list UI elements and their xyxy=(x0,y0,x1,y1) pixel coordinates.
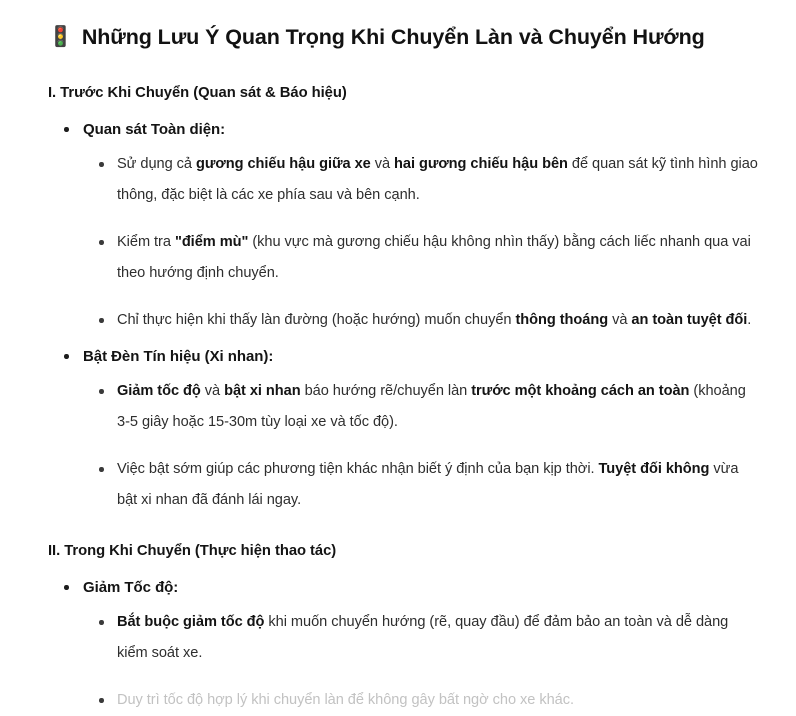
list-item-level2 xyxy=(83,685,762,716)
list-item-label: Giảm Tốc độ: xyxy=(83,579,179,596)
list-item-level2 xyxy=(83,149,762,211)
outline-list-level1 xyxy=(48,576,762,716)
bullet-icon xyxy=(99,240,104,245)
list-item-text: Giảm tốc độ và bật xi nhan báo hướng rẽ/chuyển làn trước một khoảng cách an toàn (khoảng 3-5 giây hoặc 15-30m tùy loại xe và tốc độ). xyxy=(117,383,746,430)
list-item-level1 xyxy=(48,576,762,716)
list-item-text: Kiểm tra "điểm mù" (khu vực mà gương chiếu hậu không nhìn thấy) bằng cách liếc nhanh qua vai theo hướng định chuyển. xyxy=(117,234,751,281)
section-heading: II. Trong Khi Chuyển (Thực hiện thao tác) xyxy=(48,543,337,559)
page-title xyxy=(48,22,762,52)
list-item-level2 xyxy=(83,607,762,669)
bullet-icon xyxy=(64,127,69,132)
list-item-text: Việc bật sớm giúp các phương tiện khác nhận biết ý định của bạn kịp thời. Tuyệt đối không vừa bật xi nhan đã đánh lái ngay. xyxy=(117,461,739,508)
bullet-icon xyxy=(99,318,104,323)
list-item-text: Duy trì tốc độ hợp lý khi chuyển làn để không gây bất ngờ cho xe khác. xyxy=(117,692,574,708)
outline-list-level1 xyxy=(48,118,762,516)
bullet-icon xyxy=(64,585,69,590)
traffic-light-icon: 🚦 xyxy=(48,26,73,48)
bullet-icon xyxy=(99,620,104,625)
bullet-icon xyxy=(99,389,104,394)
list-item-level2 xyxy=(83,454,762,516)
list-item-text: Bắt buộc giảm tốc độ khi muốn chuyển hướng (rẽ, quay đầu) để đảm bảo an toàn và dễ dàng kiểm soát xe. xyxy=(117,614,729,661)
list-item-text: Sử dụng cả gương chiếu hậu giữa xe và hai gương chiếu hậu bên để quan sát kỹ tình hình giao thông, đặc biệt là các xe phía sau và bên cạnh. xyxy=(117,156,758,203)
bullet-icon xyxy=(99,698,104,703)
list-item-level2 xyxy=(83,305,762,336)
document-body xyxy=(48,82,762,716)
list-item-text: Chỉ thực hiện khi thấy làn đường (hoặc hướng) muốn chuyển thông thoáng và an toàn tuyệt đối. xyxy=(117,312,752,328)
bullet-icon xyxy=(99,162,104,167)
list-item-level2 xyxy=(83,227,762,289)
outline-list-level2 xyxy=(83,376,762,516)
bullet-icon xyxy=(99,467,104,472)
list-item-label: Bật Đèn Tín hiệu (Xi nhan): xyxy=(83,348,274,365)
outline-list-level2 xyxy=(83,149,762,336)
section-heading: I. Trước Khi Chuyển (Quan sát & Báo hiệu) xyxy=(48,85,347,101)
list-item-level1 xyxy=(48,345,762,516)
page-title-text: Những Lưu Ý Quan Trọng Khi Chuyển Làn và Chuyển Hướng xyxy=(81,25,705,49)
bullet-icon xyxy=(64,354,69,359)
list-item-level2 xyxy=(83,376,762,438)
list-item-level1 xyxy=(48,118,762,336)
list-item-label: Quan sát Toàn diện: xyxy=(83,121,226,138)
outline-list-level2 xyxy=(83,607,762,716)
